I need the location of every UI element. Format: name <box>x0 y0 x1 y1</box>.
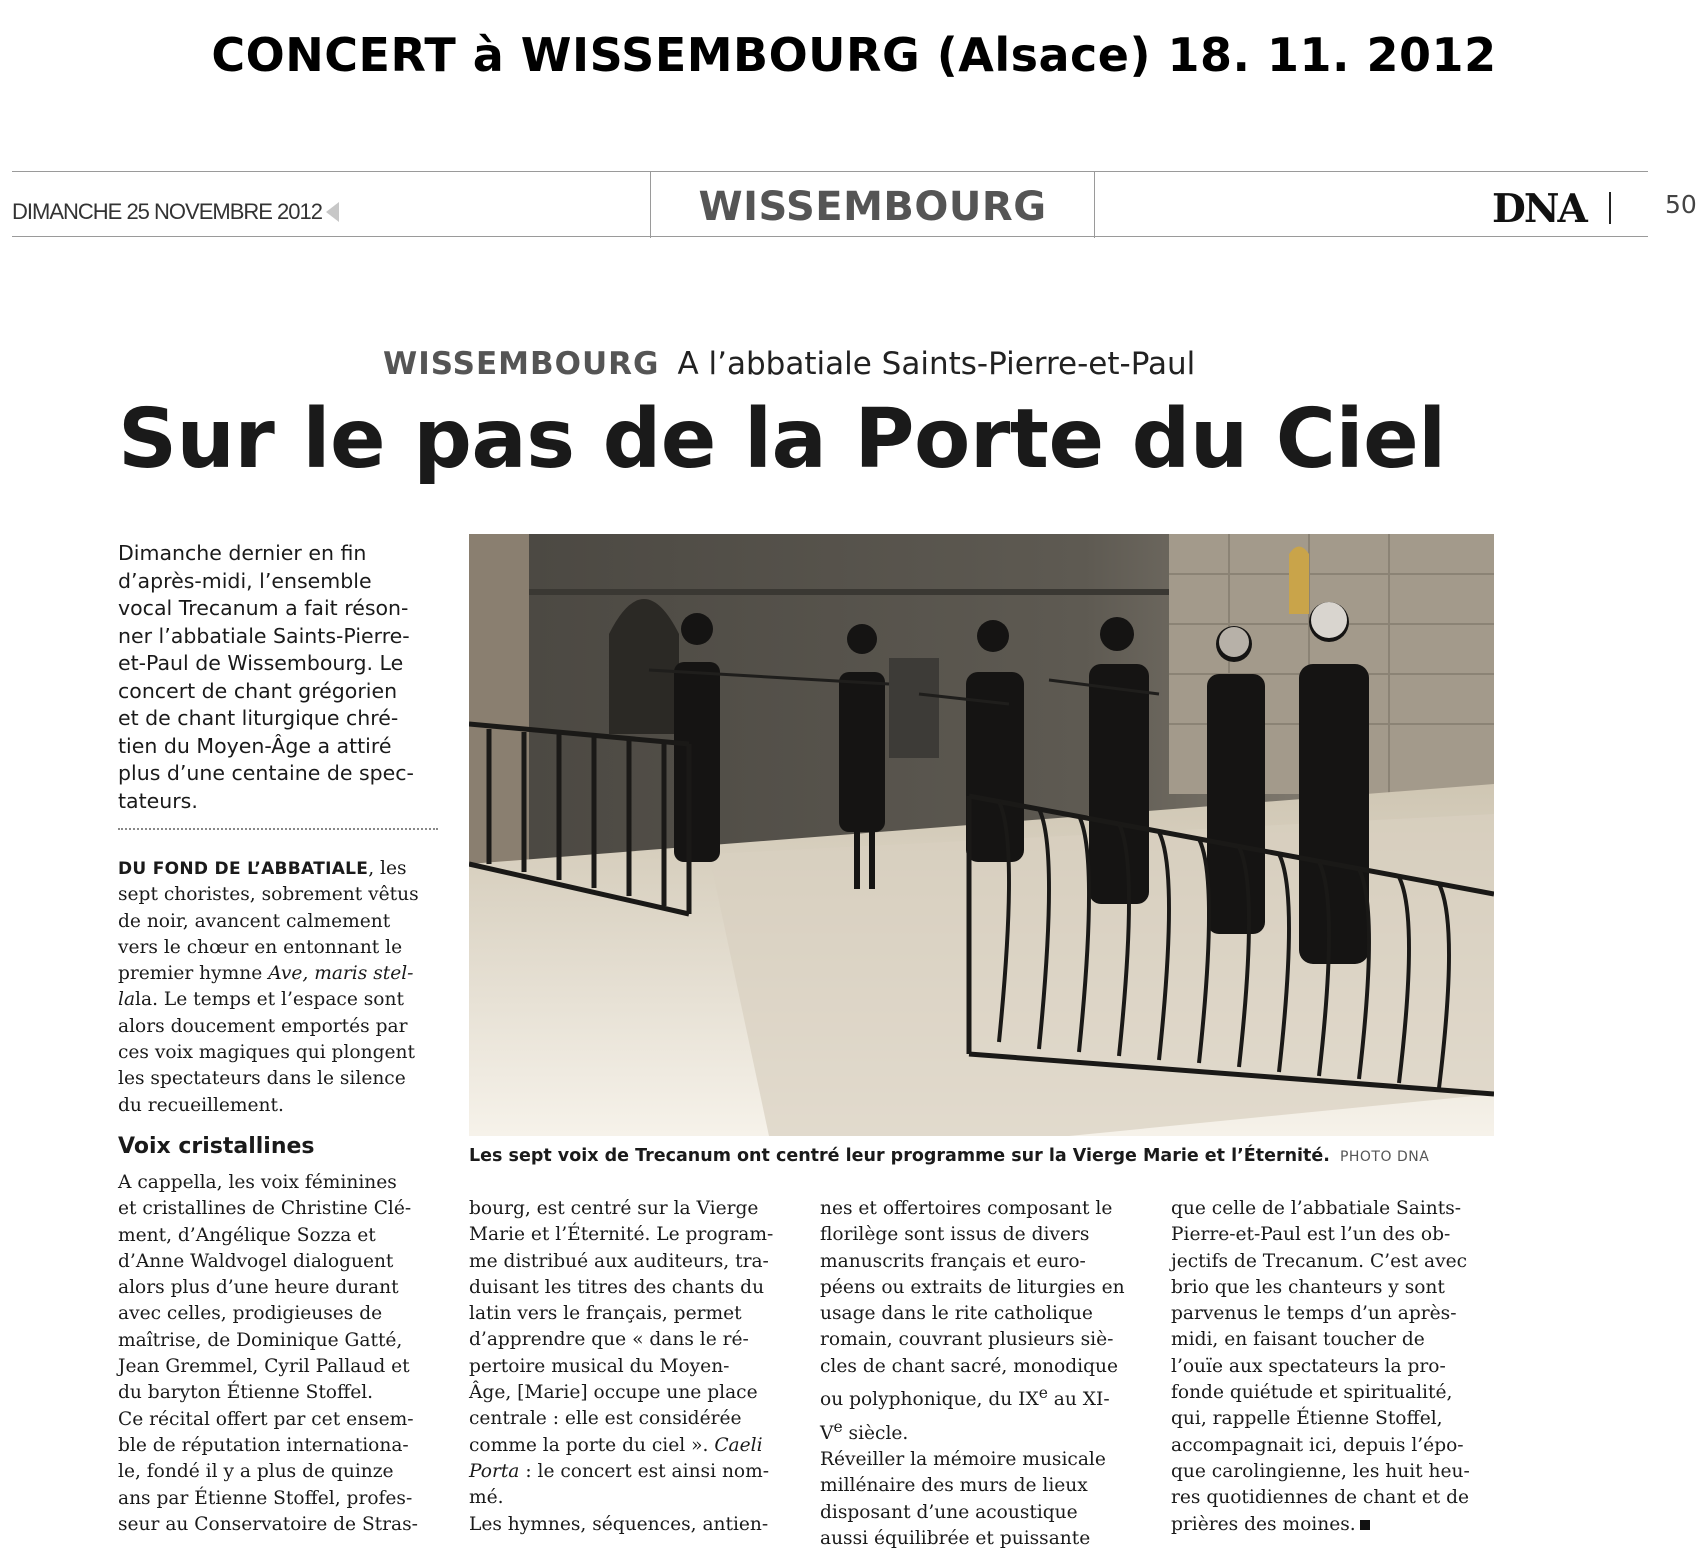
body-line: le, fondé il y a plus de quinze <box>118 1461 394 1483</box>
issue-date-text: DIMANCHE 25 NOVEMBRE 2012 <box>12 199 322 224</box>
article-column-1-top <box>118 856 438 1119</box>
kicker-location: WISSEMBOURG <box>383 346 660 382</box>
body-line: duisant les titres des chants du <box>469 1276 765 1298</box>
end-of-article-icon <box>1360 1520 1370 1530</box>
body-line: centrale : elle est considérée <box>469 1408 742 1430</box>
article-headline: Sur le pas de la Porte du Ciel <box>118 392 1446 487</box>
body-line: du recueillement. <box>118 1094 284 1116</box>
lead-line: vocal Trecanum a fait réson- <box>118 596 409 620</box>
body-line: midi, en faisant toucher de <box>1171 1329 1425 1351</box>
lead-line: tien du Moyen-Âge a attiré <box>118 733 392 758</box>
body-line: alors plus d’une heure durant <box>118 1277 399 1299</box>
article-column-1-bottom <box>118 1170 438 1538</box>
body-line: comme la porte du ciel ». <box>469 1434 715 1456</box>
body-line: l’ouïe aux spectateurs la pro- <box>1171 1355 1446 1377</box>
photo-credit: PHOTO DNA <box>1339 1149 1430 1165</box>
page-number: 50 <box>1665 190 1697 219</box>
chevron-left-icon <box>326 202 339 222</box>
body-line: péens ou extraits de liturgies en <box>820 1276 1125 1298</box>
body-line: qui, rappelle Étienne Stoffel, <box>1171 1408 1443 1430</box>
body-line: usage dans le rite catholique <box>820 1303 1093 1325</box>
body-line: Âge, [Marie] occupe une place <box>469 1382 758 1404</box>
header-divider <box>1094 172 1095 238</box>
choir-photo-illustration <box>469 534 1494 1136</box>
body-line: romain, couvrant plusieurs siè- <box>820 1329 1114 1351</box>
body-line: maîtrise, de Dominique Gatté, <box>118 1329 403 1351</box>
body-line: brio que les chanteurs y sont <box>1171 1276 1445 1298</box>
body-line: millénaire des murs de lieux <box>820 1475 1088 1497</box>
body-line: jectifs de Trecanum. C’est avec <box>1171 1250 1468 1272</box>
logo-divider <box>1609 192 1611 224</box>
body-line: Marie et l’Éternité. Le program- <box>469 1224 774 1246</box>
body-line: florilège sont issus de divers <box>820 1224 1090 1246</box>
body-line: Jean Gremmel, Cyril Pallaud et <box>118 1356 410 1378</box>
body-line: ble de réputation internationa- <box>118 1434 409 1456</box>
body-line: pertoire musical du Moyen- <box>469 1355 730 1377</box>
body-line: vers le chœur en entonnant le <box>118 936 403 958</box>
concert-title: Porta <box>469 1460 520 1482</box>
body-line: ans par Étienne Stoffel, profes- <box>118 1487 413 1509</box>
body-line: ou polyphonique, du IX <box>820 1389 1039 1411</box>
run-in-heading: DU FOND DE L’ABBATIALE <box>118 859 369 879</box>
body-line: Ce récital offert par cet ensem- <box>118 1408 414 1430</box>
body-line: la. Le temps et l’espace sont <box>135 989 404 1011</box>
body-line: Réveiller la mémoire musicale <box>820 1449 1106 1471</box>
body-line: de noir, avancent calmement <box>118 910 391 932</box>
hymn-title: la <box>118 989 136 1011</box>
superscript: e <box>1038 1384 1048 1403</box>
body-line: V <box>820 1422 834 1444</box>
body-line: res quotidiennes de chant et de <box>1171 1487 1470 1509</box>
body-line: sept choristes, sobrement vêtus <box>118 884 419 906</box>
body-line: , les <box>368 858 407 879</box>
lead-line: et de chant liturgique chré- <box>118 706 399 730</box>
body-line: les spectateurs dans le silence <box>118 1068 406 1090</box>
body-line: au XI- <box>1047 1389 1110 1411</box>
body-line: latin vers le français, permet <box>469 1303 742 1325</box>
body-line: A cappella, les voix féminines <box>118 1172 397 1193</box>
body-line: ces voix magiques qui plongent <box>118 1042 415 1064</box>
body-line: du baryton Étienne Stoffel. <box>118 1382 374 1404</box>
body-line: Pierre-et-Paul est l’un des ob- <box>1171 1224 1451 1246</box>
concert-title: Caeli <box>714 1434 763 1456</box>
body-line: ment, d’Angélique Sozza et <box>118 1224 376 1246</box>
body-line: siècle. <box>842 1422 909 1444</box>
lead-line: concert de chant grégorien <box>118 678 398 703</box>
body-line: premier hymne <box>118 963 269 985</box>
body-line: d’Anne Waldvogel dialoguent <box>118 1250 394 1272</box>
body-line: manuscrits français et euro- <box>820 1250 1086 1272</box>
kicker-subtitle: A l’abbatiale Saints-Pierre-et-Paul <box>677 346 1196 382</box>
hymn-title: Ave, maris stel- <box>268 963 414 985</box>
superscript: e <box>833 1417 843 1436</box>
body-line: nes et offertoires composant le <box>820 1198 1113 1219</box>
lead-line: et-Paul de Wissembourg. Le <box>118 651 404 675</box>
body-line: Les hymnes, séquences, antien- <box>469 1513 769 1535</box>
dna-logo: DNA <box>1492 186 1586 232</box>
newspaper-header-band <box>12 171 1648 237</box>
dotted-divider <box>118 828 438 830</box>
lead-line: ner l’abbatiale Saints-Pierre- <box>118 623 410 648</box>
body-line: avec celles, prodigieuses de <box>118 1303 383 1325</box>
lead-line: Dimanche dernier en fin <box>118 541 367 565</box>
body-line: que carolingienne, les huit heu- <box>1171 1460 1470 1482</box>
body-line: fonde quiétude et spiritualité, <box>1171 1382 1453 1404</box>
article-column-2 <box>469 1196 791 1538</box>
body-line: d’apprendre que « dans le ré- <box>469 1329 749 1351</box>
article-column-4 <box>1171 1196 1493 1538</box>
lead-line: plus d’une centaine de spec- <box>118 761 414 785</box>
body-line: parvenus le temps d’un après- <box>1171 1303 1457 1325</box>
lead-line: d’après-midi, l’ensemble <box>118 568 372 593</box>
body-line: disposant d’une acoustique <box>820 1501 1078 1523</box>
article-column-3 <box>820 1196 1142 1552</box>
lead-line: tateurs. <box>118 788 198 813</box>
body-line: aussi équilibrée et puissante <box>820 1527 1091 1549</box>
body-line: me distribué aux auditeurs, tra- <box>469 1250 769 1272</box>
document-title: CONCERT à WISSEMBOURG (Alsace) 18. 11. 2012 <box>211 28 1497 82</box>
body-line: alors doucement emportés par <box>118 1015 408 1037</box>
body-line: mé. <box>469 1487 504 1509</box>
body-line: : le concert est ainsi nom- <box>519 1460 770 1482</box>
body-line: seur au Conservatoire de Stras- <box>118 1513 418 1535</box>
photo-caption <box>469 1146 1429 1166</box>
article-subheading: Voix cristallines <box>118 1134 315 1159</box>
article-photo <box>469 534 1494 1136</box>
body-line: accompagnait ici, depuis l’épo- <box>1171 1434 1464 1456</box>
issue-date <box>12 199 339 225</box>
body-line: bourg, est centré sur la Vierge <box>469 1198 759 1219</box>
caption-text: Les sept voix de Trecanum ont centré leur programme sur la Vierge Marie et l’Éternité. <box>469 1146 1330 1166</box>
body-line: et cristallines de Christine Clé- <box>118 1198 412 1220</box>
section-name: WISSEMBOURG <box>698 184 1047 230</box>
body-line: que celle de l’abbatiale Saints- <box>1171 1198 1462 1219</box>
article-kicker <box>383 346 1195 382</box>
article-lead <box>118 540 448 815</box>
body-line: cles de chant sacré, monodique <box>820 1355 1118 1377</box>
body-line: prières des moines. <box>1171 1513 1356 1535</box>
